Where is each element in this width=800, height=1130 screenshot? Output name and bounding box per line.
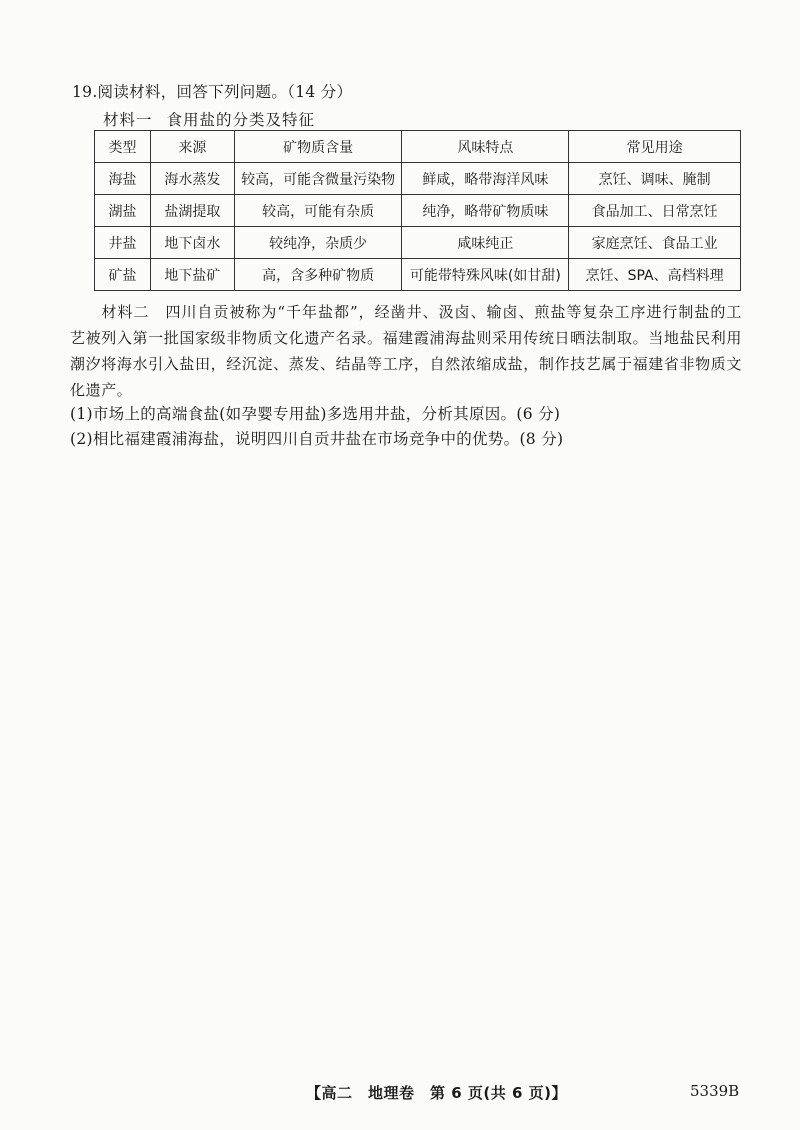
table-cell: 地下盐矿 [150,259,234,291]
table-cell: 高，含多种矿物质 [234,259,402,291]
header-source: 来源 [150,131,234,163]
table-cell: 湖盐 [95,195,151,227]
table-cell: 鲜咸，略带海洋风味 [402,163,569,195]
material1-heading [103,108,315,130]
table-cell: 烹饪、调味、腌制 [569,163,741,195]
table-cell: 矿盐 [95,259,151,291]
table-cell: 盐湖提取 [150,195,234,227]
table-row [95,195,741,227]
table-cell: 较纯净，杂质少 [234,227,402,259]
material1-label: 材料一 [103,111,153,129]
table-header-row [95,131,741,163]
sub-question-2: (2)相比福建霞浦海盐，说明四川自贡井盐在市场竞争中的优势。(8 分) [70,430,564,448]
table-row [95,163,741,195]
table-cell: 海盐 [95,163,151,195]
material1-title: 食用盐的分类及特征 [166,111,316,129]
table-cell: 较高，可能含微量污染物 [234,163,402,195]
salt-classification-table [94,130,741,291]
table-row [95,259,741,291]
table-cell: 井盐 [95,227,151,259]
table-cell: 烹饪、SPA、高档料理 [569,259,741,291]
header-type: 类型 [95,131,151,163]
table-row [95,227,741,259]
material2-paragraph: 材料二 四川自贡被称为“千年盐都”，经凿井、汲卤、输卤、煎盐等复杂工序进行制盐的工艺被列入第一批国家级非物质文化遗产名录。福建霞浦海盐则采用传统日晒法制取。当地盐民利用潮汐将海水引入盐田，经沉淀、蒸发、结晶等工序，自然浓缩成盐，制作技艺属于福建省非物质文化遗产。 [70,303,742,399]
page-footer [0,1082,800,1106]
question-title: 19.阅读材料，回答下列问题。（14 分） [72,83,353,101]
footer-page-info: 【高二 地理卷 第 6 页(共 6 页)】 [306,1084,567,1102]
table-cell: 可能带特殊风味(如甘甜) [402,259,569,291]
table-cell: 纯净，略带矿物质味 [402,195,569,227]
table-cell: 海水蒸发 [150,163,234,195]
table-cell: 家庭烹饪、食品工业 [569,227,741,259]
table-cell: 较高，可能有杂质 [234,195,402,227]
header-flavor: 风味特点 [402,131,569,163]
footer-paper-code: 5339B [690,1082,740,1100]
table-cell: 咸味纯正 [402,227,569,259]
table-cell: 地下卤水 [150,227,234,259]
sub-question-1: (1)市场上的高端食盐(如孕婴专用盐)多选用井盐，分析其原因。(6 分) [70,405,561,423]
table-cell: 食品加工、日常烹饪 [569,195,741,227]
header-use: 常见用途 [569,131,741,163]
header-mineral: 矿物质含量 [234,131,402,163]
